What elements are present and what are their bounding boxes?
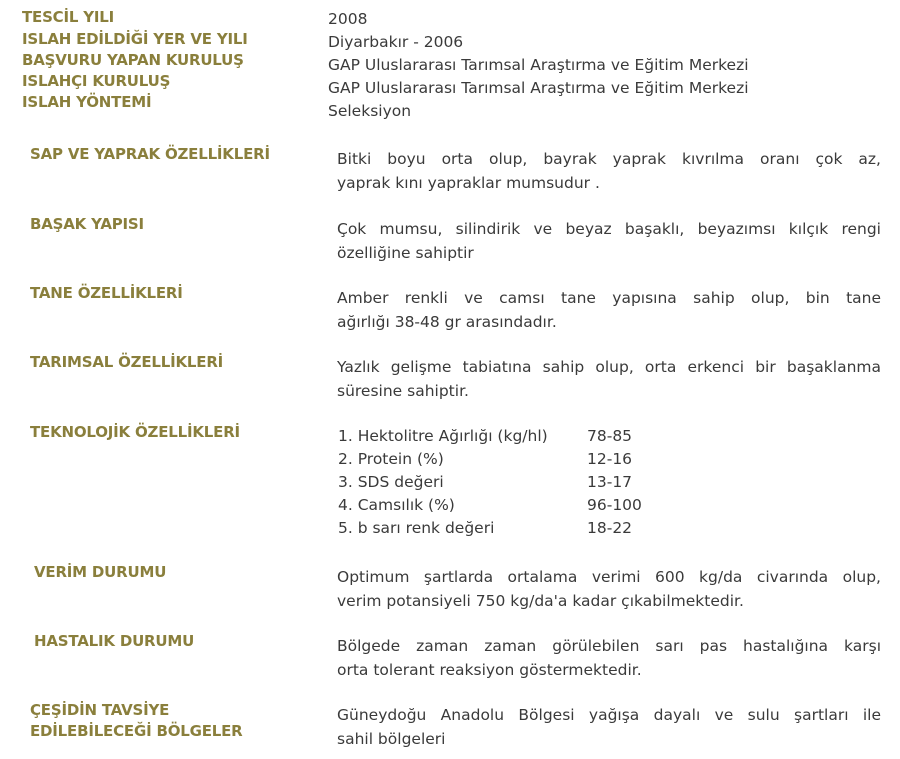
table-cell-name: 5. b sarı renk değeri: [338, 519, 495, 537]
table-cell-value: 96-100: [587, 496, 642, 514]
section-text-hastalik: [337, 634, 881, 682]
text-line: Optimum şartlarda ortalama verimi 600 kg/da civarında olup,: [337, 568, 881, 586]
text-line: yaprak kını yapraklar mumsudur .: [337, 174, 600, 192]
table-cell-value: 12-16: [587, 450, 633, 468]
text-line: Bitki boyu orta olup, bayrak yaprak kıvrılma oranı çok az,: [337, 150, 881, 168]
section-text-basak-yapisi: [337, 217, 881, 265]
table-row: [338, 471, 758, 494]
value-islah-yontemi: Seleksiyon: [328, 102, 412, 120]
section-title-hastalik: HASTALIK DURUMU: [34, 632, 195, 650]
value-islah-yeri-yili: Diyarbakır - 2006: [328, 33, 464, 51]
table-row: [338, 494, 758, 517]
table-cell-name: 4. Camsılık (%): [338, 496, 455, 514]
table-cell-value: 18-22: [587, 519, 633, 537]
text-line: Amber renkli ve camsı tane yapısına sahip olup, bin tane: [337, 289, 881, 307]
text-line: verim potansiyeli 750 kg/da'a kadar çıkabilmektedir.: [337, 592, 744, 610]
value-tescil-yili: 2008: [328, 10, 368, 28]
section-title-verim: VERİM DURUMU: [34, 563, 167, 581]
section-text-tane: [337, 286, 881, 334]
text-line: Çok mumsu, silindirik ve beyaz başaklı, beyazımsı kılçık rengi: [337, 220, 881, 238]
section-title-basak-yapisi: BAŞAK YAPISI: [30, 215, 144, 233]
label-islahci-kurulus: ISLAHÇI KURULUŞ: [22, 72, 171, 90]
text-line: süresine sahiptir.: [337, 382, 469, 400]
text-line: Güneydoğu Anadolu Bölgesi yağışa dayalı ve sulu şartları ile: [337, 706, 881, 724]
text-line: ağırlığı 38-48 gr arasındadır.: [337, 313, 557, 331]
section-title-tavsiye-line2: EDİLEBİLECEĞİ BÖLGELER: [30, 722, 243, 740]
table-row: [338, 517, 758, 540]
text-line: orta tolerant reaksiyon göstermektedir.: [337, 661, 642, 679]
label-islah-yeri-yili: ISLAH EDİLDİĞİ YER VE YILI: [22, 30, 248, 48]
table-cell-name: 2. Protein (%): [338, 450, 444, 468]
section-text-tarimsal: [337, 355, 881, 403]
label-islah-yontemi: ISLAH YÖNTEMİ: [22, 93, 152, 111]
section-title-tane: TANE ÖZELLİKLERİ: [30, 284, 183, 302]
table-cell-name: 1. Hektolitre Ağırlığı (kg/hl): [338, 427, 548, 445]
label-basvuru-kurulus: BAŞVURU YAPAN KURULUŞ: [22, 51, 244, 69]
teknolojik-table: [338, 425, 758, 540]
text-line: Yazlık gelişme tabiatına sahip olup, orta erkenci bir başaklanma: [337, 358, 881, 376]
table-cell-value: 13-17: [587, 473, 633, 491]
section-title-sap-yaprak: SAP VE YAPRAK ÖZELLİKLERİ: [30, 145, 270, 163]
value-basvuru-kurulus: GAP Uluslararası Tarımsal Araştırma ve Eğitim Merkezi: [328, 56, 749, 74]
table-row: [338, 425, 758, 448]
table-cell-value: 78-85: [587, 427, 633, 445]
section-text-sap-yaprak: [337, 147, 881, 195]
text-line: özelliğine sahiptir: [337, 244, 474, 262]
text-line: sahil bölgeleri: [337, 730, 446, 748]
table-row: [338, 448, 758, 471]
section-title-tarimsal: TARIMSAL ÖZELLİKLERİ: [30, 353, 224, 371]
section-text-verim: [337, 565, 881, 613]
section-title-teknolojik: TEKNOLOJİK ÖZELLİKLERİ: [30, 423, 240, 441]
text-line: Bölgede zaman zaman görülebilen sarı pas hastalığına karşı: [337, 637, 881, 655]
section-text-tavsiye: [337, 703, 881, 751]
value-islahci-kurulus: GAP Uluslararası Tarımsal Araştırma ve Eğitim Merkezi: [328, 79, 749, 97]
table-cell-name: 3. SDS değeri: [338, 473, 444, 491]
section-title-tavsiye-line1: ÇEŞİDİN TAVSİYE: [30, 701, 170, 719]
label-tescil-yili: TESCİL YILI: [22, 8, 115, 26]
